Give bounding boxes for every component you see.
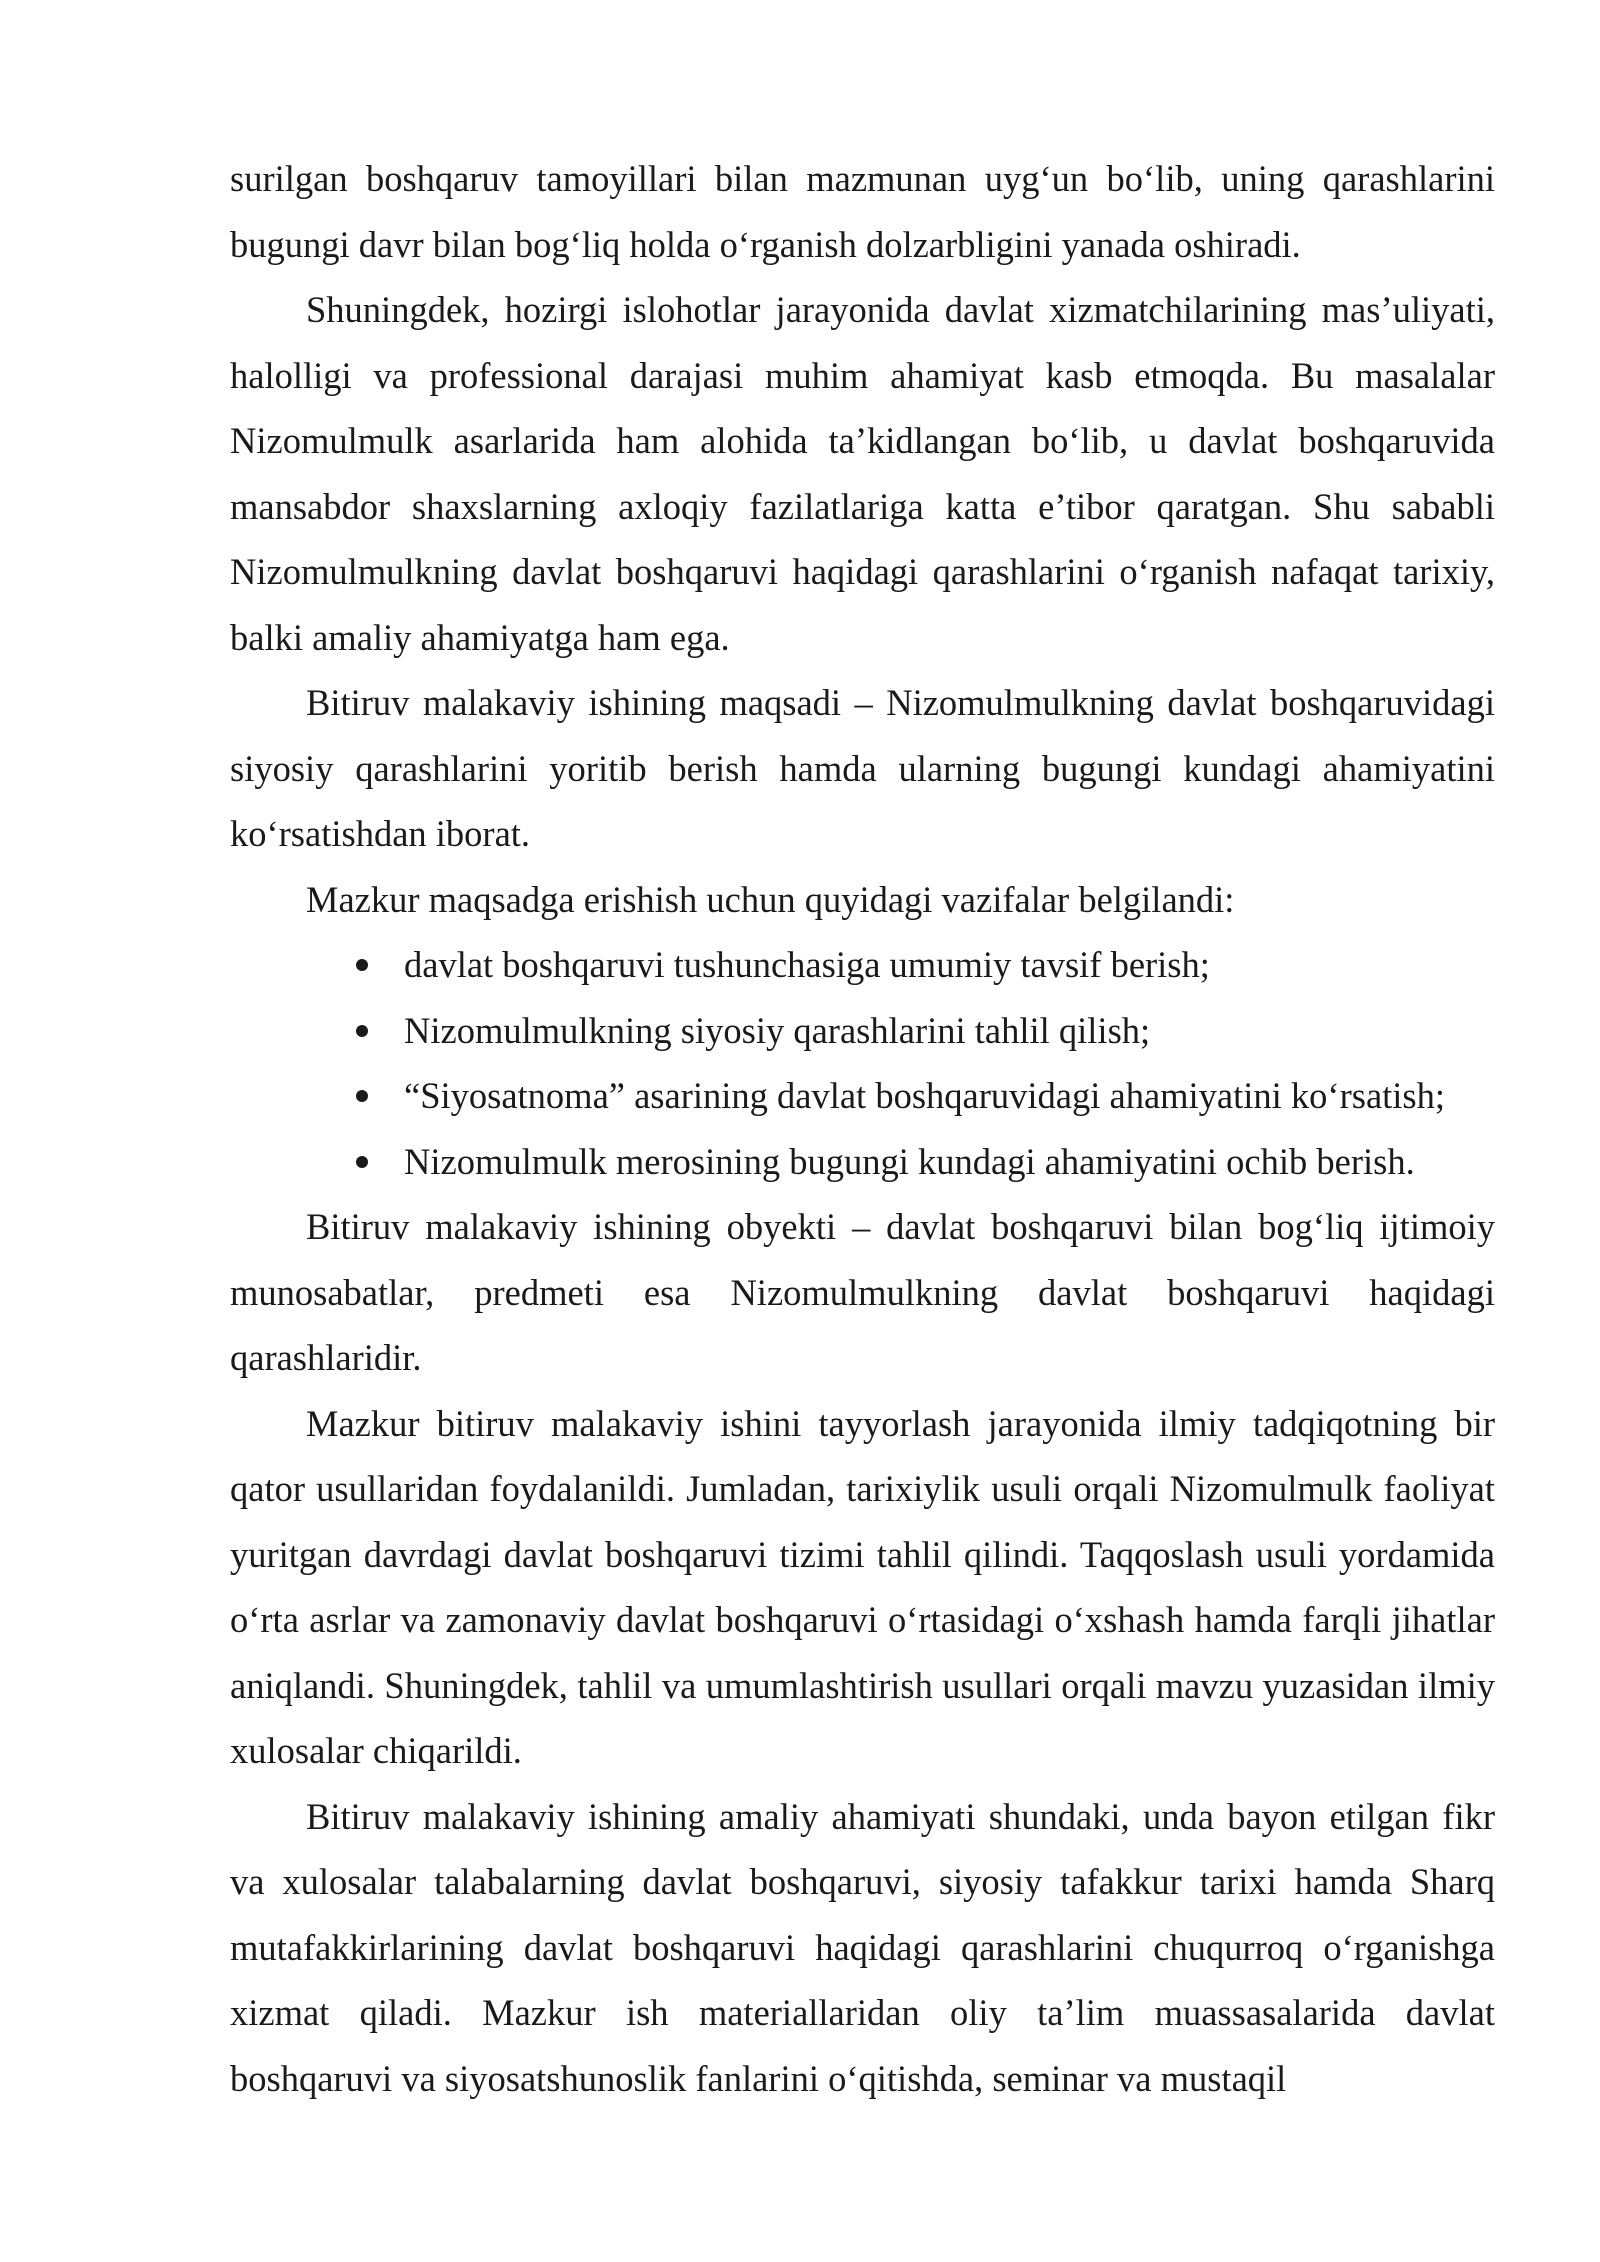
paragraph-tasks-intro: Mazkur maqsadga erishish uchun quyidagi vazifalar belgilandi:	[306, 878, 1235, 920]
paragraph-goal: Bitiruv malakaviy ishining maqsadi – Nizomulmulkning davlat boshqaruvidagi siyosiy qarashlarini yoritib berish hamda ularning bugungi kundagi ahamiyatini ko‘rsatishdan iborat.	[230, 682, 1495, 854]
document-page	[230, 146, 1495, 2111]
paragraph-practical-significance: Bitiruv malakaviy ishining amaliy ahamiyati shundaki, unda bayon etilgan fikr va xulosalar talabalarning davlat boshqaruvi, siyosiy tafakkur tarixi hamda Sharq mutafakkirlarining davlat boshqaruvi haqidagi qarashlarini chuqurroq o‘rganishga xizmat qiladi. Mazkur ish materiallaridan oliy ta’lim muassasalarida davlat boshqaruvi va siyosatshunoslik fanlarini o‘qitishda, seminar va mustaqil	[230, 1795, 1495, 2099]
list-item-text: Nizomulmulkning siyosiy qarashlarini tahlil qilish;	[404, 1009, 1151, 1051]
bullet-icon	[356, 1025, 368, 1037]
bullet-icon	[356, 959, 368, 971]
bullet-icon	[356, 1090, 368, 1102]
paragraph-relevance: Shuningdek, hozirgi islohotlar jarayonida davlat xizmatchilarining mas’uliyati, halolligi va professional darajasi muhim ahamiyat kasb etmoqda. Bu masalalar Nizomulmulk asarlarida ham alohida ta’kidlangan bo‘lib, u davlat boshqaruvida mansabdor shaxslarning axloqiy fazilatlariga katta e’tibor qaratgan. Shu sababli Nizomulmulkning davlat boshqaruvi haqidagi qarashlarini o‘rganish nafaqat tarixiy, balki amaliy ahamiyatga ham ega.	[230, 289, 1495, 658]
list-item	[404, 1063, 1495, 1129]
list-item-text: Nizomulmulk merosining bugungi kundagi ahamiyatini ochib berish.	[404, 1140, 1415, 1182]
list-item	[404, 932, 1495, 998]
tasks-list	[230, 932, 1495, 1194]
bullet-icon	[356, 1156, 368, 1168]
list-item	[404, 1129, 1495, 1195]
list-item	[404, 998, 1495, 1064]
list-item-text: davlat boshqaruvi tushunchasiga umumiy tavsif berish;	[404, 944, 1210, 985]
paragraph-object-subject: Bitiruv malakaviy ishining obyekti – davlat boshqaruvi bilan bog‘liq ijtimoiy munosabatlar, predmeti esa Nizomulmulkning davlat boshqaruvi haqidagi qarashlaridir.	[230, 1206, 1495, 1378]
list-item-text: “Siyosatnoma” asarining davlat boshqaruvidagi ahamiyatini ko‘rsatish;	[404, 1075, 1446, 1116]
paragraph-continuation: surilgan boshqaruv tamoyillari bilan mazmunan uyg‘un bo‘lib, uning qarashlarini bugungi davr bilan bog‘liq holda o‘rganish dolzarbligini yanada oshiradi.	[230, 158, 1495, 265]
paragraph-methods: Mazkur bitiruv malakaviy ishini tayyorlash jarayonida ilmiy tadqiqotning bir qator usullaridan foydalanildi. Jumladan, tarixiylik usuli orqali Nizomulmulk faoliyat yuritgan davrdagi davlat boshqaruvi tizimi tahlil qilindi. Taqqoslash usuli yordamida o‘rta asrlar va zamonaviy davlat boshqaruvi o‘rtasidagi o‘xshash hamda farqli jihatlar aniqlandi. Shuningdek, tahlil va umumlashtirish usullari orqali mavzu yuzasidan ilmiy xulosalar chiqarildi.	[230, 1402, 1495, 1771]
